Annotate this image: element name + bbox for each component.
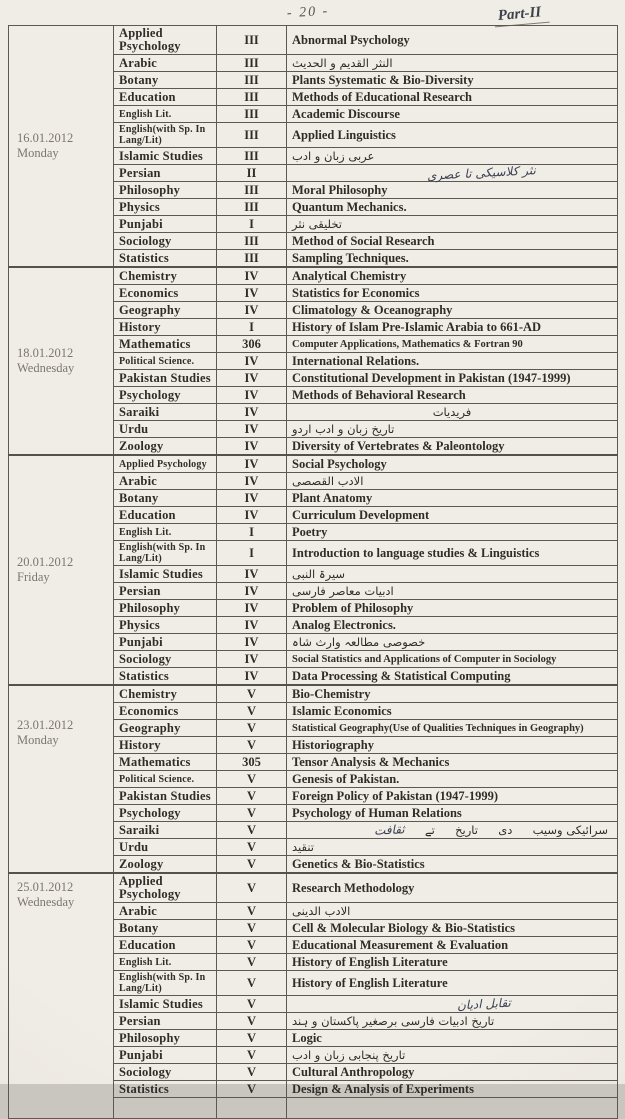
course-title-cell [287, 165, 618, 182]
paper-cell: V [217, 685, 287, 703]
subject-cell: Statistics [114, 250, 217, 268]
course-title-cell: عربی زبان و ادب [287, 148, 618, 165]
subject-cell: English(with Sp. In Lang/Lit) [114, 123, 217, 148]
paper-cell: V [217, 1030, 287, 1047]
course-title-cell: Problem of Philosophy [287, 600, 618, 617]
exam-schedule-table [8, 25, 618, 1119]
subject-cell: Islamic Studies [114, 148, 217, 165]
paper-cell: V [217, 822, 287, 839]
course-title-cell [287, 996, 618, 1013]
date-cell [9, 685, 114, 873]
course-title-cell: تاریخ پنجابی زبان و ادب [287, 1047, 618, 1064]
table-row [9, 685, 618, 703]
paper-cell: IV [217, 353, 287, 370]
course-title-cell: Logic [287, 1030, 618, 1047]
paper-cell: IV [217, 302, 287, 319]
subject-cell: Sociology [114, 233, 217, 250]
course-title-cell: تاریخ زبان و ادب اردو [287, 421, 618, 438]
course-title-cell: Diversity of Vertebrates & Paleontology [287, 438, 618, 456]
handwritten-part-annotation: Part-II [493, 4, 550, 28]
subject-cell: Mathematics [114, 754, 217, 771]
subject-cell: Persian [114, 165, 217, 182]
course-title-spread [292, 821, 612, 838]
course-title-cell: Design & Analysis of Experiments [287, 1081, 618, 1098]
subject-cell: Applied Psychology [114, 455, 217, 473]
date-cell [9, 267, 114, 455]
subject-cell: Zoology [114, 438, 217, 456]
day-text: Wednesday [17, 361, 75, 375]
subject-cell: Islamic Studies [114, 566, 217, 583]
subject-cell: Urdu [114, 839, 217, 856]
course-title-cell: Analytical Chemistry [287, 267, 618, 285]
subject-cell: Physics [114, 199, 217, 216]
course-title-cell: Quantum Mechanics. [287, 199, 618, 216]
course-title-cell: Social Statistics and Applications of Computer in Sociology [287, 651, 618, 668]
subject-cell: Pakistan Studies [114, 788, 217, 805]
course-title-cell: تنقید [287, 839, 618, 856]
course-title-cell: Methods of Behavioral Research [287, 387, 618, 404]
subject-cell: Punjabi [114, 216, 217, 233]
course-title-cell: Computer Applications, Mathematics & Fortran 90 [287, 336, 618, 353]
paper-cell: V [217, 1081, 287, 1098]
subject-cell: History [114, 319, 217, 336]
paper-cell: IV [217, 566, 287, 583]
subject-cell: Applied Psychology [114, 26, 217, 55]
course-title-cell: Constitutional Development in Pakistan (1947-1999) [287, 370, 618, 387]
handwritten-course-title: نثر کلاسیکی تا عصری [426, 163, 537, 183]
subject-cell: Arabic [114, 55, 217, 72]
subject-cell: Political Science. [114, 771, 217, 788]
subject-cell: English(with Sp. In Lang/Lit) [114, 541, 217, 566]
course-title-cell [287, 822, 618, 839]
paper-cell: III [217, 55, 287, 72]
course-title-cell: النثر القديم و الحديث [287, 55, 618, 72]
course-title-cell: Research Methodology [287, 873, 618, 903]
subject-cell: Sociology [114, 1064, 217, 1081]
paper-cell: IV [217, 507, 287, 524]
course-title-cell: Historiography [287, 737, 618, 754]
day-text: Monday [17, 146, 59, 160]
course-title-cell: Methods of Educational Research [287, 89, 618, 106]
subject-cell: Philosophy [114, 1030, 217, 1047]
table-row [9, 455, 618, 473]
course-title-cell: Moral Philosophy [287, 182, 618, 199]
course-title-word: دی [498, 822, 513, 837]
handwritten-course-title: تقابل ادیان [456, 995, 512, 1013]
subject-cell: Saraiki [114, 822, 217, 839]
paper-cell: I [217, 524, 287, 541]
subject-cell: Chemistry [114, 267, 217, 285]
paper-cell [217, 1098, 287, 1119]
table-row [9, 26, 618, 55]
course-title-cell: History of Islam Pre-Islamic Arabia to 661-AD [287, 319, 618, 336]
course-title-word: تاریخ [455, 822, 478, 837]
course-title-cell: Plants Systematic & Bio-Diversity [287, 72, 618, 89]
subject-cell: Punjabi [114, 1047, 217, 1064]
paper-cell: V [217, 920, 287, 937]
subject-cell: Saraiki [114, 404, 217, 421]
course-title-cell: International Relations. [287, 353, 618, 370]
course-title-cell: تاریخ ادبیات فارسی برصغیر پاکستان و ہند [287, 1013, 618, 1030]
paper-cell: III [217, 89, 287, 106]
paper-cell: V [217, 996, 287, 1013]
paper-cell: IV [217, 617, 287, 634]
course-title-cell: Abnormal Psychology [287, 26, 618, 55]
subject-cell: Botany [114, 920, 217, 937]
course-title-cell: سیرۃ النبی [287, 566, 618, 583]
subject-cell: Psychology [114, 387, 217, 404]
course-title-cell: Analog Electronics. [287, 617, 618, 634]
paper-cell: I [217, 216, 287, 233]
course-title-cell: History of English Literature [287, 971, 618, 996]
paper-cell: III [217, 123, 287, 148]
paper-cell: III [217, 250, 287, 268]
subject-cell: Political Science. [114, 353, 217, 370]
course-title-cell: Bio-Chemistry [287, 685, 618, 703]
course-title-cell: الادب الدینی [287, 903, 618, 920]
course-title-cell: Applied Linguistics [287, 123, 618, 148]
subject-cell: Persian [114, 583, 217, 600]
paper-cell: IV [217, 651, 287, 668]
paper-cell: IV [217, 668, 287, 686]
course-title-cell: Genetics & Bio-Statistics [287, 856, 618, 874]
table-row [9, 267, 618, 285]
subject-cell: Economics [114, 285, 217, 302]
paper-cell: V [217, 937, 287, 954]
day-text: Friday [17, 570, 50, 584]
course-title-cell: Islamic Economics [287, 703, 618, 720]
course-title-cell: Educational Measurement & Evaluation [287, 937, 618, 954]
subject-cell: Arabic [114, 473, 217, 490]
course-title-cell: Foreign Policy of Pakistan (1947-1999) [287, 788, 618, 805]
course-title-cell: خصوصی مطالعہ وارث شاہ [287, 634, 618, 651]
date-text: 25.01.2012 [17, 880, 74, 894]
course-title-cell: Statistical Geography(Use of Qualities Techniques in Geography) [287, 720, 618, 737]
paper-cell: III [217, 106, 287, 123]
paper-cell: III [217, 26, 287, 55]
course-title-cell: تخلیقی نثر [287, 216, 618, 233]
subject-cell: Statistics [114, 1081, 217, 1098]
date-text: 18.01.2012 [17, 346, 74, 360]
paper-cell: I [217, 319, 287, 336]
course-title-cell: Data Processing & Statistical Computing [287, 668, 618, 686]
day-text: Wednesday [17, 895, 75, 909]
subject-cell: English(with Sp. In Lang/Lit) [114, 971, 217, 996]
subject-cell: Education [114, 507, 217, 524]
subject-cell: Zoology [114, 856, 217, 874]
subject-cell [114, 1098, 217, 1119]
subject-cell: Mathematics [114, 336, 217, 353]
course-title-cell: History of English Literature [287, 954, 618, 971]
paper-cell: I [217, 541, 287, 566]
course-title-cell: Statistics for Economics [287, 285, 618, 302]
course-title-cell: Tensor Analysis & Mechanics [287, 754, 618, 771]
paper-cell: III [217, 182, 287, 199]
course-title-cell: Curriculum Development [287, 507, 618, 524]
subject-cell: Geography [114, 302, 217, 319]
paper-cell: IV [217, 421, 287, 438]
paper-cell: 306 [217, 336, 287, 353]
date-text: 23.01.2012 [17, 718, 74, 732]
paper-cell: V [217, 1064, 287, 1081]
paper-cell: IV [217, 370, 287, 387]
course-title-cell: Cultural Anthropology [287, 1064, 618, 1081]
course-title-cell: Academic Discourse [287, 106, 618, 123]
subject-cell: English Lit. [114, 524, 217, 541]
paper-cell: V [217, 805, 287, 822]
subject-cell: Urdu [114, 421, 217, 438]
date-cell [9, 26, 114, 268]
paper-cell: III [217, 72, 287, 89]
subject-cell: Economics [114, 703, 217, 720]
subject-cell: Sociology [114, 651, 217, 668]
paper-cell: IV [217, 600, 287, 617]
date-cell [9, 873, 114, 1119]
course-title-cell: Psychology of Human Relations [287, 805, 618, 822]
paper-cell: V [217, 839, 287, 856]
paper-cell: III [217, 199, 287, 216]
course-title-cell: Climatology & Oceanography [287, 302, 618, 319]
paper-cell: V [217, 1047, 287, 1064]
paper-cell: V [217, 971, 287, 996]
paper-cell: IV [217, 583, 287, 600]
course-title-cell: Poetry [287, 524, 618, 541]
date-cell [9, 455, 114, 685]
subject-cell: Philosophy [114, 182, 217, 199]
subject-cell: Botany [114, 72, 217, 89]
paper-cell: IV [217, 404, 287, 421]
subject-cell: Applied Psychology [114, 873, 217, 903]
paper-cell: III [217, 233, 287, 250]
paper-cell: 305 [217, 754, 287, 771]
paper-cell: IV [217, 634, 287, 651]
paper-cell: V [217, 771, 287, 788]
table-row [9, 873, 618, 903]
day-text: Monday [17, 733, 59, 747]
paper-cell: IV [217, 473, 287, 490]
subject-cell: Pakistan Studies [114, 370, 217, 387]
paper-cell: IV [217, 438, 287, 456]
subject-cell: Education [114, 89, 217, 106]
date-text: 16.01.2012 [17, 131, 74, 145]
paper-cell: V [217, 788, 287, 805]
subject-cell: Geography [114, 720, 217, 737]
course-title-cell: Method of Social Research [287, 233, 618, 250]
course-title-cell: Introduction to language studies & Linguistics [287, 541, 618, 566]
paper-cell: II [217, 165, 287, 182]
course-title-word: سرائیکی وسیب [532, 822, 608, 837]
course-title-cell: Sampling Techniques. [287, 250, 618, 268]
subject-cell: History [114, 737, 217, 754]
course-title-cell [287, 1098, 618, 1119]
subject-cell: English Lit. [114, 106, 217, 123]
subject-cell: Botany [114, 490, 217, 507]
subject-cell: Statistics [114, 668, 217, 686]
course-title-cell: Social Psychology [287, 455, 618, 473]
subject-cell: Physics [114, 617, 217, 634]
page-number: - 20 - [286, 3, 330, 22]
subject-cell: Philosophy [114, 600, 217, 617]
paper-cell: IV [217, 455, 287, 473]
paper-cell: V [217, 1013, 287, 1030]
paper-cell: IV [217, 267, 287, 285]
subject-cell: Punjabi [114, 634, 217, 651]
paper-cell: V [217, 720, 287, 737]
subject-cell: Education [114, 937, 217, 954]
paper-cell: V [217, 903, 287, 920]
subject-cell: Chemistry [114, 685, 217, 703]
subject-cell: English Lit. [114, 954, 217, 971]
paper-cell: IV [217, 285, 287, 302]
paper-cell: IV [217, 387, 287, 404]
subject-cell: Persian [114, 1013, 217, 1030]
course-title-cell: فریدیات [287, 404, 618, 421]
subject-cell: Arabic [114, 903, 217, 920]
paper-cell: IV [217, 490, 287, 507]
course-title-word: تے [424, 822, 435, 837]
paper-cell: III [217, 148, 287, 165]
course-title-cell: Cell & Molecular Biology & Bio-Statistics [287, 920, 618, 937]
course-title-cell: Genesis of Pakistan. [287, 771, 618, 788]
course-title-cell: الادب القصصی [287, 473, 618, 490]
subject-cell: Psychology [114, 805, 217, 822]
subject-cell: Islamic Studies [114, 996, 217, 1013]
paper-cell: V [217, 737, 287, 754]
course-title-cell: ادبیات معاصر فارسی [287, 583, 618, 600]
paper-cell: V [217, 703, 287, 720]
paper-cell: V [217, 954, 287, 971]
date-text: 20.01.2012 [17, 555, 74, 569]
paper-cell: V [217, 873, 287, 903]
course-title-word: ثقافت [373, 821, 405, 838]
paper-cell: V [217, 856, 287, 874]
exam-schedule-table-body [9, 26, 618, 1119]
course-title-cell: Plant Anatomy [287, 490, 618, 507]
